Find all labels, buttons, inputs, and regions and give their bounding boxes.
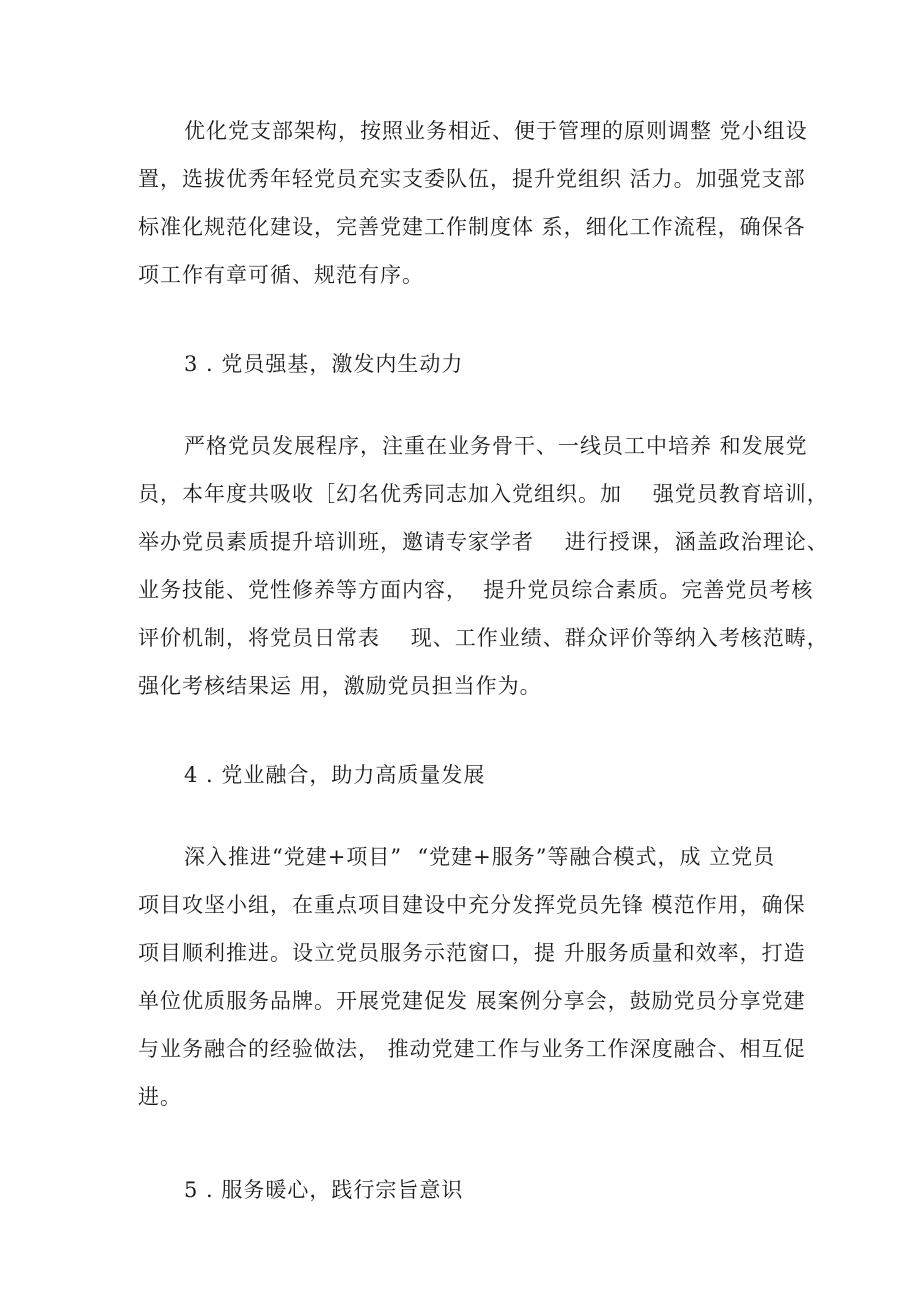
paragraph-3-line-4: 单位优质服务品牌。开展党建促发 展案例分享会，鼓励党员分享党建 (138, 989, 806, 1013)
paragraph-3-line-1: 深入推进“党建+项目” “党建+服务”等融合模式，成 立党员 (184, 845, 776, 869)
paragraph-3-line-5: 与业务融合的经验做法， 推动党建工作与业务工作深度融合、相互促 (138, 1037, 806, 1061)
paragraph-3-line-2: 项目攻坚小组，在重点项目建设中充分发挥党员先锋 模范作用，确保 (138, 893, 806, 917)
paragraph-2-line-3: 举办党员素质提升培训班，邀请专家学者 进行授课，涵盖政治理论、 (138, 530, 829, 554)
paragraph-2-line-4: 业务技能、党性修养等方面内容， 提升党员综合素质。完善党员考核 (138, 578, 814, 602)
paragraph-1-line-2: 置，选拔优秀年轻党员充实支委队伍，提升党组织 活力。加强党支部 (138, 167, 806, 191)
paragraph-3-line-3: 项目顺利推进。设立党员服务示范窗口，提 升服务质量和效率，打造 (138, 941, 806, 965)
paragraph-1-line-4: 项工作有章可循、规范有序。 (138, 263, 424, 287)
paragraph-2-line-6: 强化考核结果运 用，激励党员担当作为。 (138, 674, 542, 698)
paragraph-3-line-6: 进。 (138, 1085, 182, 1109)
paragraph-1-line-3: 标准化规范化建设，完善党建工作制度体 系，细化工作流程，确保各 (138, 215, 806, 239)
paragraph-2-line-1: 严格党员发展程序，注重在业务骨干、一线员工中培养 和发展党 (184, 434, 808, 458)
section-heading-3: 3 . 党员强基，激发内生动力 (184, 352, 464, 376)
section-heading-4: 4 . 党业融合，助力高质量发展 (184, 763, 486, 787)
paragraph-1-line-1: 优化党支部架构，按照业务相近、便于管理的原则调整 党小组设 (184, 119, 808, 143)
paragraph-2-line-2: 员，本年度共吸收［幻名优秀同志加入党组织。加 强党员教育培训， (138, 482, 829, 506)
paragraph-2-line-5: 评价机制，将党员日常表 现、工作业绩、群众评价等纳入考核范畴， (138, 626, 829, 650)
section-heading-5: 5 . 服务暖心，践行宗旨意识 (184, 1178, 464, 1202)
